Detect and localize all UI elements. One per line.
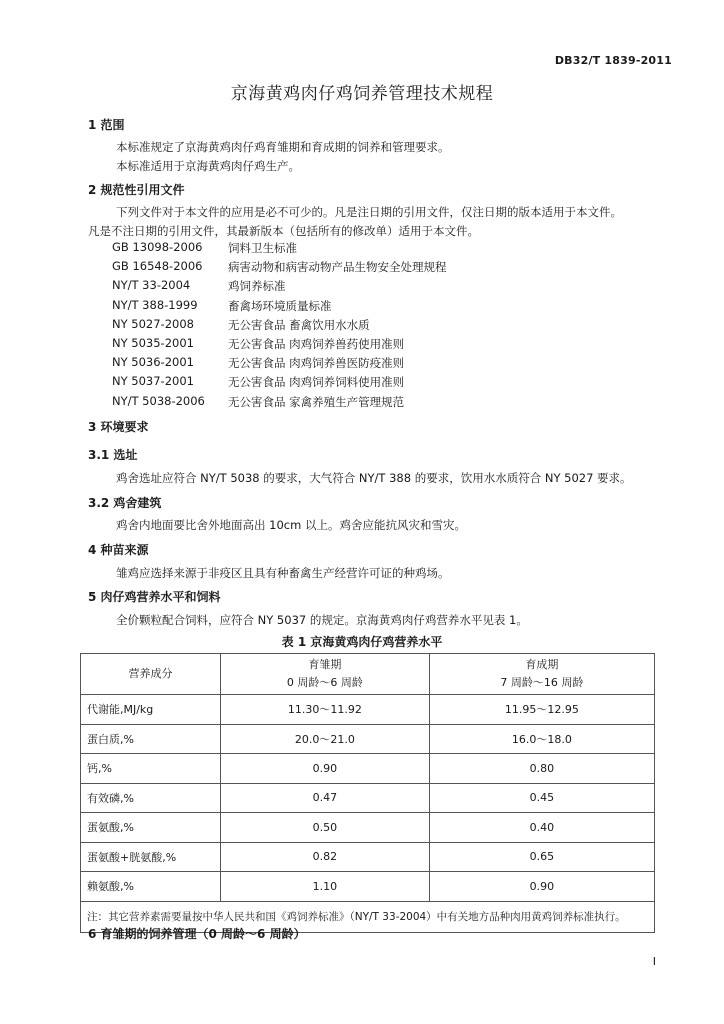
reference-item bbox=[112, 259, 447, 278]
reference-item bbox=[112, 336, 447, 355]
growing-value: 0.90 bbox=[429, 872, 654, 902]
brooding-value: 0.47 bbox=[221, 783, 430, 813]
growing-value: 16.0～18.0 bbox=[429, 724, 654, 754]
table-row bbox=[81, 813, 655, 843]
nutrient-name: 有效磷,% bbox=[81, 783, 221, 813]
table-header-row bbox=[81, 654, 655, 695]
nutrient-name: 蛋氨酸+胱氨酸,% bbox=[81, 842, 221, 872]
reference-name: 畜禽场环境质量标准 bbox=[228, 298, 332, 313]
table-row bbox=[81, 724, 655, 754]
table-1-caption: 表 1 京海黄鸡肉仔鸡营养水平 bbox=[281, 635, 443, 649]
brooding-value: 20.0～21.0 bbox=[221, 724, 430, 754]
reference-code: NY/T 33-2004 bbox=[112, 278, 191, 293]
brooding-value: 0.82 bbox=[221, 842, 430, 872]
table-row bbox=[81, 754, 655, 784]
table-note: 注：其它营养素需要量按中华人民共和国《鸡饲养标准》（NY/T 33-2004）中有关地方品种肉用黄鸡饲养标准执行。 bbox=[81, 901, 655, 932]
section-5-paragraph: 全价颗粒配合饲料，应符合 NY 5037 的规定。京海黄鸡肉仔鸡营养水平见表 1。 bbox=[116, 613, 528, 627]
reference-code: NY/T 388-1999 bbox=[112, 297, 198, 312]
header-growing-period bbox=[429, 654, 654, 695]
reference-name: 无公害食品 肉鸡饲养饲料使用准则 bbox=[228, 375, 405, 390]
section-3-1-paragraph: 鸡舍选址应符合 NY/T 5038 的要求，大气符合 NY/T 388 的要求，饮用水水质符合 NY 5027 要求。 bbox=[116, 471, 632, 485]
reference-item bbox=[112, 240, 447, 259]
nutrient-name: 钙,% bbox=[81, 754, 221, 784]
header-nutrient: 营养成分 bbox=[81, 654, 221, 695]
section-6-heading: 6 育雏期的饲养管理（0 周龄～6 周龄） bbox=[88, 927, 306, 941]
growing-value: 11.95～12.95 bbox=[429, 695, 654, 725]
header-growing-age: 7 周龄～16 周龄 bbox=[500, 676, 584, 689]
reference-name: 病害动物和病害动物产品生物安全处理规程 bbox=[228, 260, 447, 275]
reference-name: 无公害食品 家禽养殖生产管理规范 bbox=[228, 394, 405, 409]
growing-value: 0.80 bbox=[429, 754, 654, 784]
document-title: 京海黄鸡肉仔鸡饲养管理技术规程 bbox=[230, 84, 494, 104]
brooding-value: 0.90 bbox=[221, 754, 430, 784]
nutrition-table bbox=[80, 653, 655, 933]
reference-code: NY 5027-2008 bbox=[112, 316, 194, 331]
section-2-paragraph-1: 下列文件对于本文件的应用是必不可少的。凡是注日期的引用文件，仅注日期的版本适用于本文件。 bbox=[116, 205, 622, 219]
nutrient-name: 蛋氨酸,% bbox=[81, 813, 221, 843]
brooding-value: 1.10 bbox=[221, 872, 430, 902]
reference-code: NY 5036-2001 bbox=[112, 355, 194, 370]
reference-name: 无公害食品 肉鸡饲养兽药使用准则 bbox=[228, 336, 405, 351]
header-brooding-age: 0 周龄～6 周龄 bbox=[286, 676, 363, 689]
section-3-1-heading: 3.1 选址 bbox=[88, 448, 138, 462]
reference-code: NY/T 5038-2006 bbox=[112, 393, 205, 408]
nutrient-name: 赖氨酸,% bbox=[81, 872, 221, 902]
nutrient-name: 代谢能,MJ/kg bbox=[81, 695, 221, 725]
reference-item bbox=[112, 355, 447, 374]
reference-item bbox=[112, 374, 447, 393]
reference-code: NY 5037-2001 bbox=[112, 374, 194, 389]
normative-references-list bbox=[112, 240, 447, 413]
nutrient-name: 蛋白质,% bbox=[81, 724, 221, 754]
reference-name: 饲料卫生标准 bbox=[228, 241, 297, 255]
standard-code: DB32/T 1839-2011 bbox=[554, 54, 672, 67]
reference-code: GB 16548-2006 bbox=[112, 259, 203, 274]
section-4-heading: 4 种苗来源 bbox=[88, 543, 149, 557]
section-5-heading: 5 肉仔鸡营养水平和饲料 bbox=[88, 590, 221, 604]
header-brooding-period bbox=[221, 654, 430, 695]
reference-item bbox=[112, 394, 447, 413]
reference-item bbox=[112, 317, 447, 336]
section-1-heading: 1 范围 bbox=[88, 118, 125, 132]
section-2-heading: 2 规范性引用文件 bbox=[88, 183, 185, 197]
header-brooding-label: 育雏期 bbox=[308, 658, 342, 671]
reference-code: GB 13098-2006 bbox=[112, 240, 203, 254]
table-row bbox=[81, 872, 655, 902]
section-1-paragraph-2: 本标准适用于京海黄鸡肉仔鸡生产。 bbox=[116, 159, 300, 173]
table-row bbox=[81, 783, 655, 813]
reference-code: NY 5035-2001 bbox=[112, 335, 194, 350]
section-3-2-paragraph: 鸡舍内地面要比舍外地面高出 10cm 以上。鸡舍应能抗风灾和雪灾。 bbox=[116, 518, 466, 532]
growing-value: 0.40 bbox=[429, 813, 654, 843]
section-3-heading: 3 环境要求 bbox=[88, 420, 149, 434]
reference-name: 无公害食品 畜禽饮用水水质 bbox=[228, 317, 370, 332]
reference-name: 无公害食品 肉鸡饲养兽医防疫准则 bbox=[228, 356, 405, 371]
section-2-paragraph-2: 凡是不注日期的引用文件，其最新版本（包括所有的修改单）适用于本文件。 bbox=[88, 224, 479, 238]
table-row bbox=[81, 842, 655, 872]
growing-value: 0.45 bbox=[429, 783, 654, 813]
brooding-value: 0.50 bbox=[221, 813, 430, 843]
reference-item bbox=[112, 278, 447, 297]
table-row bbox=[81, 695, 655, 725]
section-3-2-heading: 3.2 鸡舍建筑 bbox=[88, 496, 162, 510]
section-1-paragraph-1: 本标准规定了京海黄鸡肉仔鸡育雏期和育成期的饲养和管理要求。 bbox=[116, 140, 450, 154]
growing-value: 0.65 bbox=[429, 842, 654, 872]
reference-item bbox=[112, 298, 447, 317]
reference-name: 鸡饲养标准 bbox=[228, 279, 286, 294]
header-growing-label: 育成期 bbox=[525, 658, 559, 671]
page-number: I bbox=[652, 955, 656, 968]
section-4-paragraph: 雏鸡应选择来源于非疫区且具有种畜禽生产经营许可证的种鸡场。 bbox=[116, 566, 450, 580]
brooding-value: 11.30～11.92 bbox=[221, 695, 430, 725]
